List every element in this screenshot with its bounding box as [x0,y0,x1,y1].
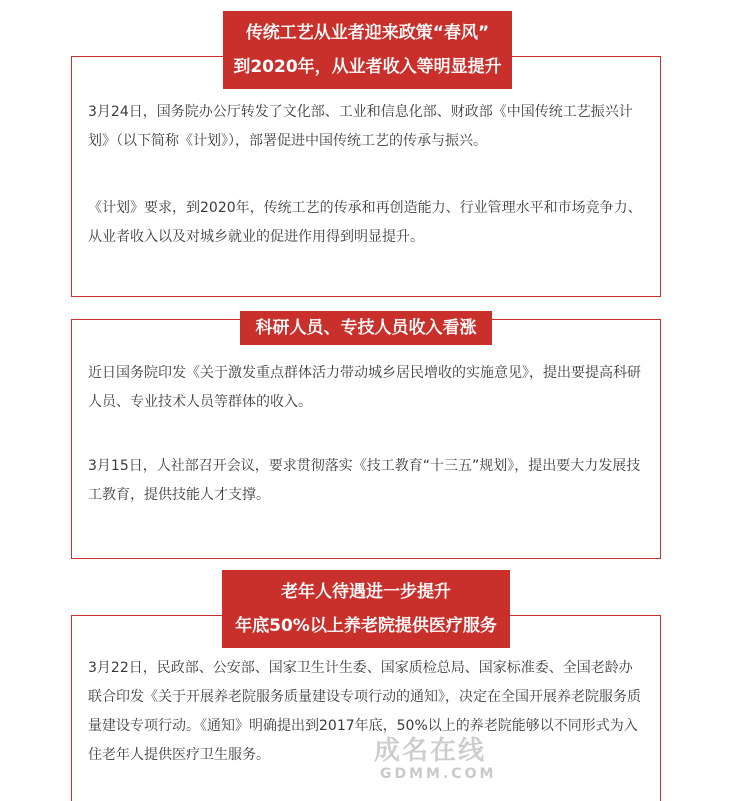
section-1-paragraph-1: 3月24日，国务院办公厅转发了文化部、工业和信息化部、财政部《中国传统工艺振兴计划》（以下简称《计划》），部署促进中国传统工艺的传承与振兴。 [88,104,633,149]
section-3-paragraph-1: 3月22日，民政部、公安部、国家卫生计生委、国家质检总局、国家标准委、全国老龄办联合印发《关于开展养老院服务质量建设专项行动的通知》，决定在全国开展养老院服务质量建设专项行动。《通知》明确提出到2017年底，50%以上的养老院能够以不同形式为入住老年人提供医疗卫生服务。 [88,660,641,763]
section-2-paragraph-2: 3月15日，人社部召开会议，要求贯彻落实《技工教育“十三五”规划》，提出要大力发展技工教育，提供技能人才支撑。 [88,458,641,503]
section-2-paragraph-1: 近日国务院印发《关于激发重点群体活力带动城乡居民增收的实施意见》，提出要提高科研人员、专业技术人员等群体的收入。 [88,365,641,410]
section-3-title-line-2: 年底50%以上养老院提供医疗服务 [235,616,497,636]
watermark-text-top: 成名在线 [374,736,487,766]
section-1-paragraph-2: 《计划》要求，到2020年，传统工艺的传承和再创造能力、行业管理水平和市场竞争力、从业者收入以及对城乡就业的促进作用得到明显提升。 [88,200,642,245]
section-2-title-banner [240,311,492,345]
section-1-title-line-2: 到2020年，从业者收入等明显提升 [233,57,502,77]
watermark-text-bottom: GDMM.COM [380,766,497,782]
section-1-box [71,56,661,297]
section-3-title-line-1: 老年人待遇进一步提升 [281,582,451,602]
section-2-box [71,319,661,559]
section-3-title-banner [222,570,510,648]
section-1-title-line-1: 传统工艺从业者迎来政策“春风” [245,23,490,43]
section-1-title-banner [223,11,512,89]
section-2-title-line-1: 科研人员、专技人员收入看涨 [255,318,477,338]
